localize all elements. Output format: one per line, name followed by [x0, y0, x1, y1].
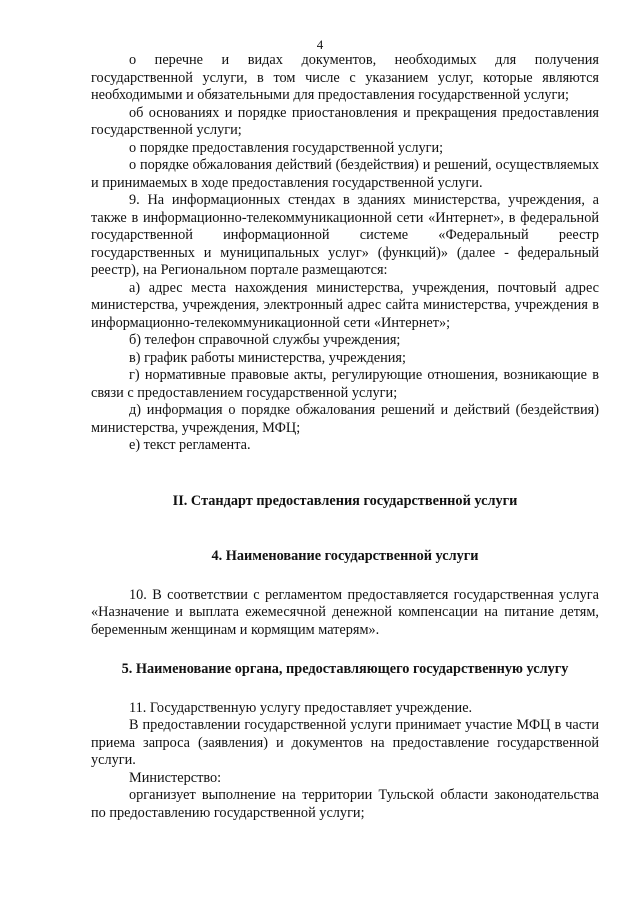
document-body	[91, 52, 599, 822]
page-number: 4	[316, 37, 324, 52]
section-5-heading: 5. Наименование органа, предоставляющего государственную услугу	[121, 661, 569, 677]
paragraph-item-d: д) информация о порядке обжалования решений и действий (бездействия) министерства, учреждения, МФЦ;	[91, 402, 599, 436]
paragraph-item-v: в) график работы министерства, учреждения;	[129, 349, 406, 366]
paragraph-10: 10. В соответствии с регламентом предоставляется государственная услуга «Назначение и выплата ежемесячной денежной компенсации на питание детям, беременным женщинам и кормящим матерям».	[91, 586, 599, 638]
paragraph-item-g: г) нормативные правовые акты, регулирующие отношения, возникающие в связи с предоставлением государственной услуги;	[91, 367, 599, 401]
paragraph-9-stands: 9. На информационных стендах в зданиях министерства, учреждения, а также в информационно-телекоммуникационной сети «Интернет», в федеральной государственной информационной системе «Федеральный реестр государственных и муниципальных услуг» (функций)» (далее - федеральный реестр), на Региональном портале размещаются:	[91, 192, 599, 278]
paragraph-ministry-label: Министерство:	[129, 769, 222, 786]
paragraph-service-procedure: о порядке предоставления государственной услуги;	[129, 139, 444, 156]
paragraph-item-e: е) текст регламента.	[129, 437, 251, 453]
section-4-heading: 4. Наименование государственной услуги	[211, 548, 479, 564]
paragraph-item-a: а) адрес места нахождения министерства, учреждения, почтовый адрес министерства, учреждения, электронный адрес сайта министерства, учреждения в информационно-телекоммуникационной сети «Интернет»;	[91, 279, 599, 331]
paragraph-ministry-organizes: организует выполнение на территории Тульской области законодательства по предоставлению государственной услуги;	[91, 787, 599, 821]
paragraph-item-b: б) телефон справочной службы учреждения;	[129, 332, 401, 348]
section-2-heading: II. Стандарт предоставления государственной услуги	[172, 492, 518, 509]
paragraph-document-list: о перечне и видах документов, необходимых для получения государственной услуги, в том числе с указанием услуг, которые являются необходимыми и обязательными для предоставления государственной услуги;	[91, 52, 599, 103]
paragraph-11: 11. Государственную услугу предоставляет учреждение.	[129, 699, 473, 716]
paragraph-mfc-participation: В предоставлении государственной услуги принимает участие МФЦ в части приема запроса (заявления) и документов на предоставление государственной услуги.	[91, 717, 599, 768]
paragraph-appeal-procedure: о порядке обжалования действий (бездействия) и решений, осуществляемых и принимаемых в ходе предоставления государственной услуги.	[91, 157, 599, 191]
paragraph-suspension-grounds: об основаниях и порядке приостановления и прекращения предоставления государственной услуги;	[91, 104, 599, 138]
